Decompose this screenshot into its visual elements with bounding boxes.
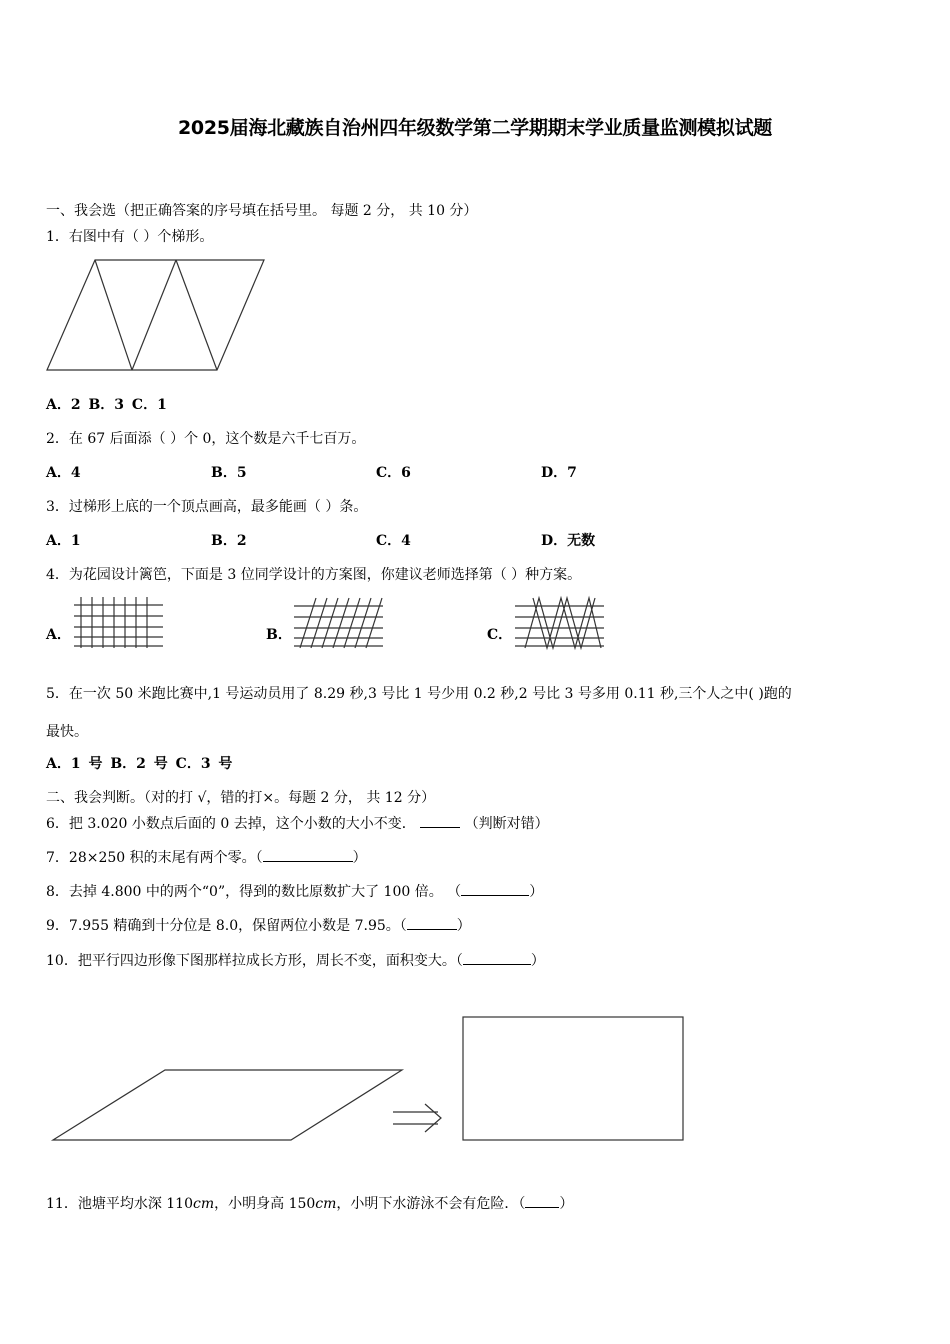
q7-answer-blank[interactable]: [263, 848, 353, 862]
q10-parallelogram-to-rectangle-figure: [50, 1014, 690, 1144]
q5-stem-line2: 最快。: [46, 724, 88, 740]
q8-stem: 8．去掉 4.800 中的两个“0”，得到的数比原数扩大了 100 倍。 （: [46, 884, 462, 900]
q11-stem-b: ，小明身高 150: [214, 1196, 316, 1212]
q4-option-a: A．: [46, 627, 71, 643]
q8-line: [46, 882, 543, 901]
q2-option-b: B．5: [211, 465, 247, 481]
rectangle-shape: [463, 1017, 683, 1140]
q3-option-d: D．无数: [541, 533, 596, 549]
q4-fence-a-figure: [74, 597, 164, 649]
page-title: 2025届海北藏族自治州四年级数学第二学期期末学业质量监测模拟试题: [178, 117, 772, 139]
q2-option-a: A．4: [46, 465, 81, 481]
q1-trapezoid-figure: [46, 258, 268, 374]
q9-answer-blank[interactable]: [407, 916, 457, 930]
q7-line: [46, 848, 367, 867]
q11-unit-1: cm: [193, 1196, 215, 1212]
section-1-header: 一、我会选（把正确答案的序号填在括号里。 每题 2 分， 共 10 分）: [46, 203, 478, 219]
q10-suffix: ）: [530, 953, 545, 969]
q4-option-b: B．: [266, 627, 292, 643]
parallelogram-shape: [53, 1070, 402, 1140]
q8-suffix: ）: [529, 884, 544, 900]
q5-stem-line1: 5．在一次 50 米跑比赛中,1 号运动员用了 8.29 秒,3 号比 1 号少用 0.2 秒,2 号比 3 号多用 0.11 秒,三个人之中( )跑的: [46, 686, 792, 702]
q7-suffix: ）: [352, 850, 367, 866]
section-2-header: 二、我会判断。（对的打 √，错的打×。每题 2 分， 共 12 分）: [46, 790, 436, 806]
q10-stem: 10．把平行四边形像下图那样拉成长方形，周长不变，面积变大。（: [46, 953, 463, 969]
q11-line: [46, 1194, 573, 1213]
q11-suffix: ）: [559, 1196, 574, 1212]
q2-option-d: D．7: [541, 465, 577, 481]
q2-option-c: C．6: [376, 465, 411, 481]
q9-suffix: ）: [456, 918, 471, 934]
q4-option-c: C．: [487, 627, 513, 643]
q9-stem: 9．7.955 精确到十分位是 8.0，保留两位小数是 7.95。（: [46, 918, 407, 934]
q11-stem-c: ，小明下水游泳不会有危险．（: [336, 1196, 526, 1212]
q3-option-a: A．1: [46, 533, 81, 549]
q2-stem: 2．在 67 后面添（ ）个 0，这个数是六千七百万。: [46, 431, 366, 447]
q1-stem: 1．右图中有（ ）个梯形。: [46, 229, 214, 245]
q4-fence-b-figure: [294, 598, 384, 648]
q9-line: [46, 916, 471, 935]
q10-line: [46, 951, 545, 970]
q6-line: [46, 814, 549, 833]
q3-option-b: B．2: [211, 533, 247, 549]
q6-answer-blank[interactable]: [420, 814, 460, 828]
q6-stem: 6．把 3.020 小数点后面的 0 去掉，这个小数的大小不变．: [46, 816, 416, 832]
q1-options: A．2 B．3 C．1: [46, 397, 167, 413]
q3-option-c: C．4: [376, 533, 411, 549]
q4-stem: 4．为花园设计篱笆，下面是 3 位同学设计的方案图，你建议老师选择第（ ）种方案。: [46, 567, 582, 583]
q11-stem-a: 11．池塘平均水深 110: [46, 1196, 193, 1212]
q8-answer-blank[interactable]: [461, 882, 529, 896]
q6-suffix: （判断对错）: [464, 816, 549, 832]
q4-fence-c-figure: [515, 598, 605, 648]
q11-unit-2: cm: [315, 1196, 337, 1212]
q11-answer-blank[interactable]: [525, 1194, 559, 1208]
q10-answer-blank[interactable]: [463, 951, 531, 965]
q3-stem: 3．过梯形上底的一个顶点画高，最多能画（ ）条。: [46, 499, 368, 515]
q7-stem: 7．28×250 积的末尾有两个零。（: [46, 850, 263, 866]
q5-options: A．1 号 B．2 号 C．3 号: [46, 756, 233, 772]
arrow-head: [425, 1104, 441, 1132]
